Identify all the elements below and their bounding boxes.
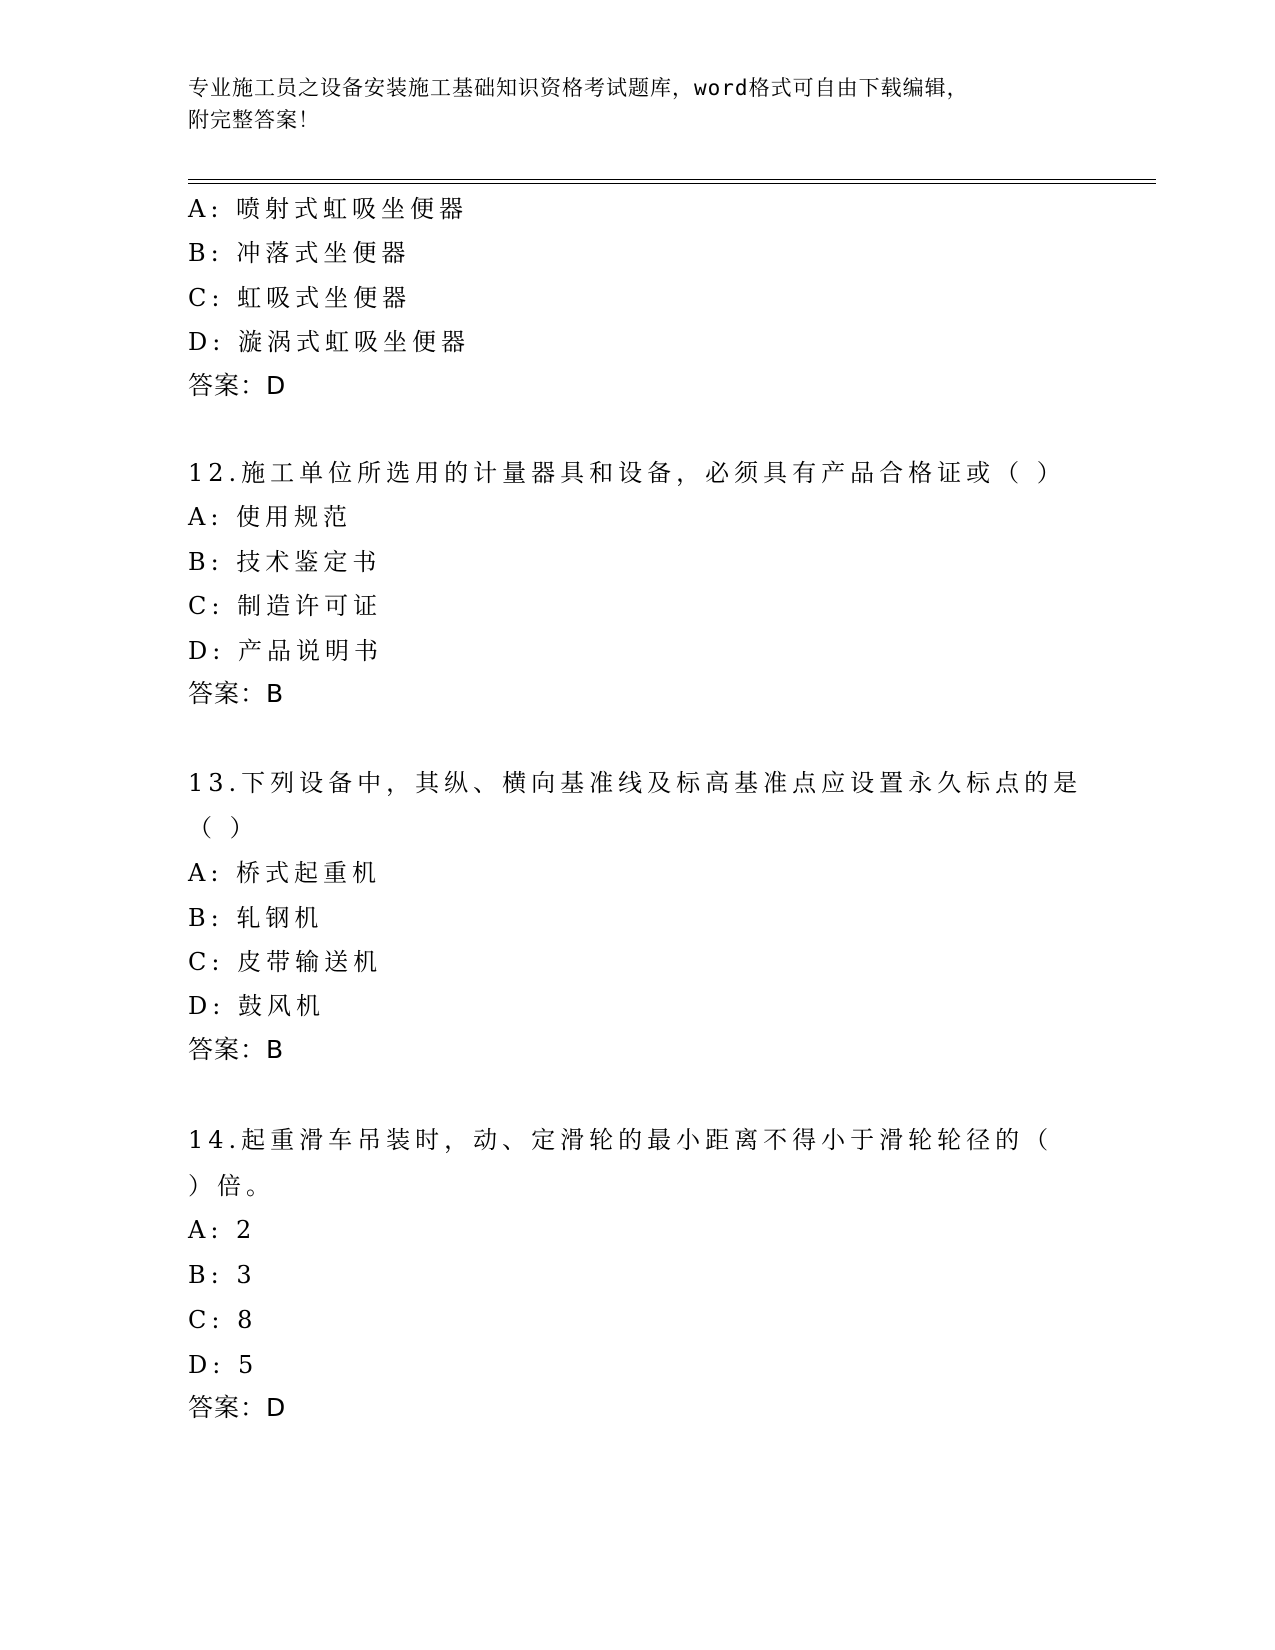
q14-option-b: B: 3 — [188, 1261, 257, 1289]
document-header — [188, 72, 1088, 136]
header-divider-top — [188, 179, 1156, 180]
q11-answer: 答案：D — [188, 371, 287, 400]
q13-answer: 答案：B — [188, 1035, 285, 1064]
header-divider-bottom — [188, 183, 1156, 184]
q13-stem-line-1: 13.下列设备中，其纵、横向基准线及标高基准点应设置永久标点的是 — [188, 769, 1083, 797]
q12-answer: 答案：B — [188, 679, 285, 708]
q11-option-c: C: 虹吸式坐便器 — [188, 284, 412, 312]
q14-option-c: C: 8 — [188, 1306, 258, 1334]
q12-option-b: B: 技术鉴定书 — [188, 548, 382, 576]
q11-option-a: A: 喷射式虹吸坐便器 — [188, 195, 469, 223]
header-line-2: 附完整答案！ — [188, 108, 320, 132]
q13-option-b: B: 轧钢机 — [188, 904, 324, 932]
q13-option-c: C: 皮带输送机 — [188, 948, 383, 976]
q14-answer: 答案：D — [188, 1393, 287, 1422]
q13-option-a: A: 桥式起重机 — [188, 859, 382, 887]
q11-option-d: D: 漩涡式虹吸坐便器 — [188, 328, 470, 356]
q14-option-a: A: 2 — [188, 1216, 257, 1244]
q12-option-a: A: 使用规范 — [188, 503, 353, 531]
q14-stem-line-1: 14.起重滑车吊装时，动、定滑轮的最小距离不得小于滑轮轮径的（ — [188, 1126, 1054, 1154]
q12-stem: 12.施工单位所选用的计量器具和设备，必须具有产品合格证或（ ） — [188, 459, 1066, 487]
q12-option-d: D: 产品说明书 — [188, 637, 383, 665]
q11-option-b: B: 冲落式坐便器 — [188, 239, 411, 267]
q13-option-d: D: 鼓风机 — [188, 992, 325, 1020]
header-line-1: 专业施工员之设备安装施工基础知识资格考试题库，word格式可自由下载编辑， — [188, 76, 969, 100]
q14-option-d: D: 5 — [188, 1351, 259, 1379]
q12-option-c: C: 制造许可证 — [188, 592, 383, 620]
q13-stem-line-2: （ ） — [188, 814, 259, 842]
q14-stem-line-2: ）倍。 — [188, 1172, 275, 1200]
